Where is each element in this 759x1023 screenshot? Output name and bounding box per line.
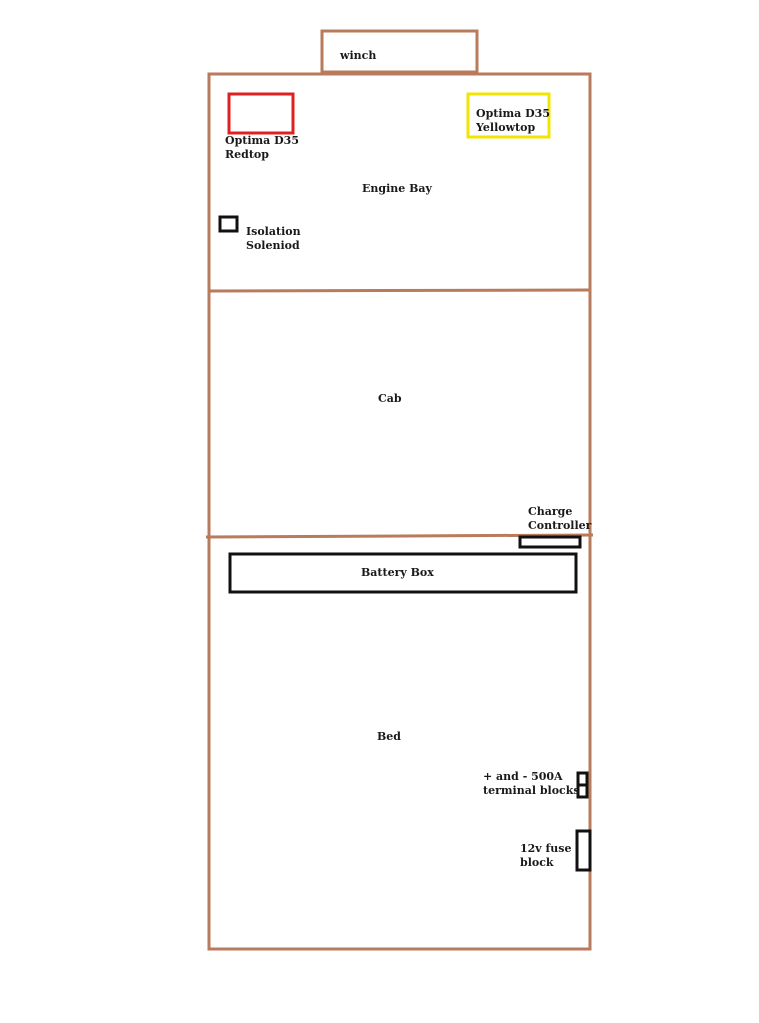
terminal-label-line2: terminal blocks xyxy=(483,784,580,797)
charge-label-line2: Controller xyxy=(528,519,592,532)
cab-label: Cab xyxy=(378,392,402,405)
charge-controller-box xyxy=(520,537,580,547)
yellowtop-label-line1: Optima D35 xyxy=(476,107,550,120)
engine-bay-label: Engine Bay xyxy=(362,182,432,195)
isolation-label-line1: Isolation xyxy=(246,225,301,238)
battery-box-label: Battery Box xyxy=(361,566,434,579)
bed-label: Bed xyxy=(377,730,401,743)
isolation-solenoid-box xyxy=(220,217,237,231)
engine-cab-divider xyxy=(209,290,590,291)
terminal-label-line1: + and - 500A xyxy=(483,770,563,783)
redtop-label-line1: Optima D35 xyxy=(225,134,299,147)
winch-label: winch xyxy=(340,49,377,62)
fuse-label-line2: block xyxy=(520,856,554,869)
yellowtop-label-line2: Yellowtop xyxy=(476,121,536,134)
yellowtop-label xyxy=(476,107,550,135)
terminal-blocks-label xyxy=(483,770,580,798)
redtop-battery-box xyxy=(229,94,293,133)
redtop-label xyxy=(225,134,299,162)
charge-controller-label xyxy=(528,505,591,533)
isolation-solenoid-label xyxy=(246,225,301,253)
fuse-label-line1: 12v fuse xyxy=(520,842,572,855)
fuse-block-box xyxy=(577,831,590,870)
charge-label-line1: Charge xyxy=(528,505,573,518)
redtop-label-line2: Redtop xyxy=(225,148,269,161)
fuse-block-label xyxy=(520,842,571,870)
isolation-label-line2: Soleniod xyxy=(246,239,300,252)
